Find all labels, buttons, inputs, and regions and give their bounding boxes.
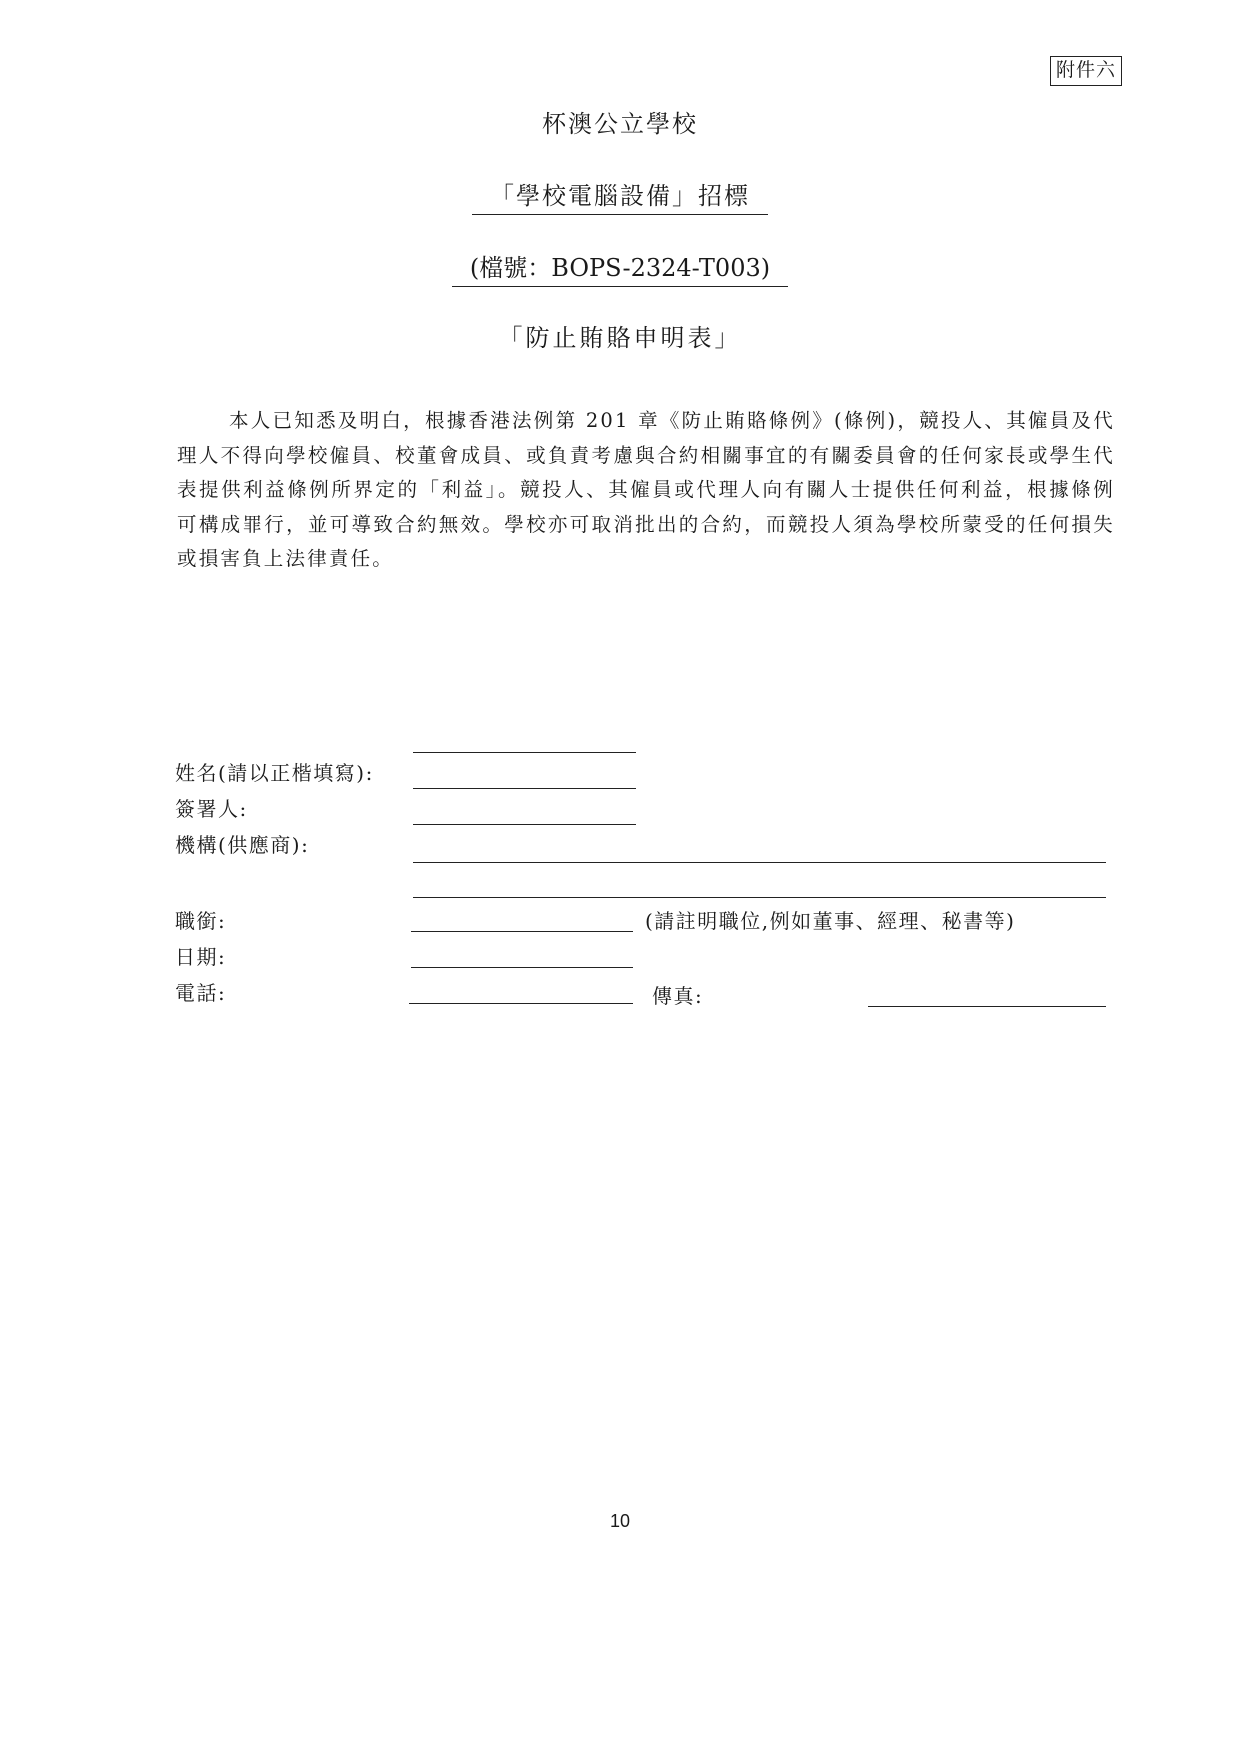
position-line[interactable]: [411, 931, 633, 932]
organization-line-1[interactable]: [413, 862, 1106, 863]
organization-label: 機構(供應商):: [175, 833, 310, 857]
organization-line-2[interactable]: [413, 897, 1106, 898]
signatory-label: 簽署人:: [175, 797, 248, 821]
annex-label: 附件六: [1050, 56, 1122, 86]
position-note: (請註明職位,例如董事、經理、秘書等): [645, 909, 1016, 933]
name-label: 姓名(請以正楷填寫):: [175, 761, 374, 785]
page-number: 10: [609, 1511, 631, 1531]
declaration-paragraph: 本人已知悉及明白，根據香港法例第 201 章《防止賄賂條例》(條例)，競投人、其僱員及代理人不得向學校僱員、校董會成員、或負責考慮與合約相關事宜的有關委員會的任何家長或學生代表提供利益條例所界定的「利益」。競投人、其僱員或代理人向有關人士提供任何利益，根據條例可構成罪行，並可導致合約無效。學校亦可取消批出的合約，而競投人須為學校所蒙受的任何損失或損害負上法律責任。: [177, 409, 1115, 570]
file-number: (檔號：BOPS-2324-T003): [452, 254, 788, 287]
position-label: 職銜:: [175, 909, 227, 933]
phone-line[interactable]: [409, 1003, 633, 1004]
tender-title-wrap: [0, 176, 1240, 211]
name-line[interactable]: [413, 752, 636, 753]
date-label: 日期:: [175, 945, 227, 969]
fax-label: 傳真:: [652, 984, 704, 1008]
phone-label: 電話:: [175, 981, 227, 1005]
signatory-line[interactable]: [413, 788, 636, 789]
date-line[interactable]: [411, 967, 633, 968]
school-name: 杯澳公立學校: [542, 110, 698, 138]
signature-line[interactable]: [413, 824, 636, 825]
fax-line[interactable]: [868, 1006, 1106, 1007]
tender-title: 「學校電腦設備」招標: [472, 182, 768, 215]
form-title: 「防止賄賂申明表」: [498, 324, 742, 352]
file-number-wrap: [0, 248, 1240, 283]
